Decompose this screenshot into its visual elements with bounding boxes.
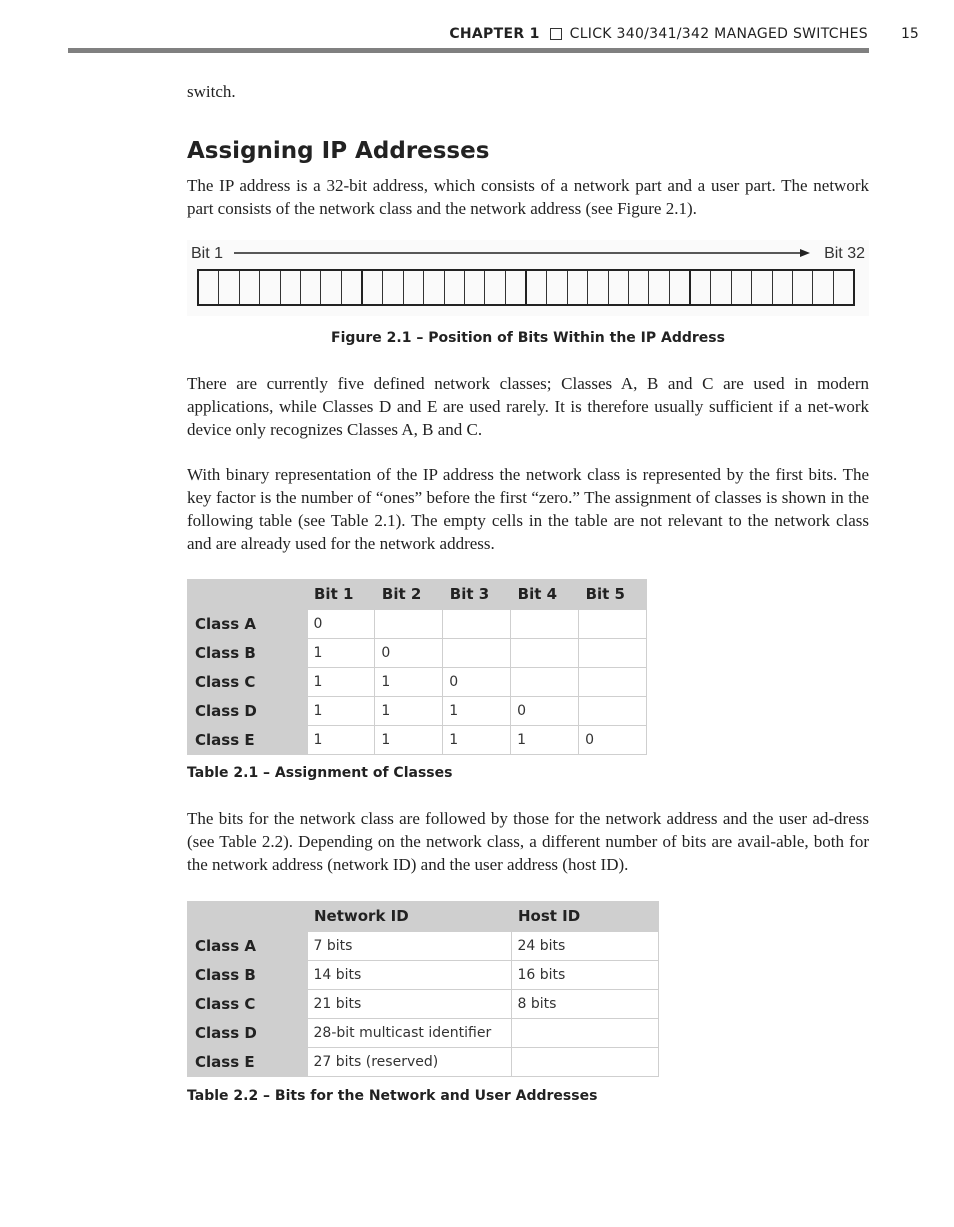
bit-cell xyxy=(240,271,260,304)
table-cell: 1 xyxy=(443,697,511,726)
row-label: Class C xyxy=(187,668,307,697)
chapter-title: CLICK 340/341/342 MANAGED SWITCHES xyxy=(569,26,868,42)
paragraph-4: The bits for the network class are followed by those for the network address and the user ad-dress (see Table 2.2). Depending on the network class, a different number of bits are avail-able, both for the network address (network ID) and the user address (host ID). xyxy=(187,809,869,874)
bit-cell xyxy=(547,271,567,304)
figure-caption: Figure 2.1 – Position of Bits Within the IP Address xyxy=(331,330,725,346)
bit-cell xyxy=(527,271,547,304)
table-row xyxy=(187,726,647,755)
bit-cell xyxy=(670,271,691,304)
bit-cell xyxy=(711,271,731,304)
class-assignment-table xyxy=(187,579,647,755)
network-host-bits-table xyxy=(187,901,659,1077)
bit-cell xyxy=(506,271,527,304)
table-cell xyxy=(511,639,579,668)
bit-cell xyxy=(260,271,280,304)
bit-cell xyxy=(301,271,321,304)
table-cell: 1 xyxy=(375,726,443,755)
table-header-cell: Bit 3 xyxy=(443,579,511,610)
table-header-cell: Bit 4 xyxy=(511,579,579,610)
bit-position-figure xyxy=(187,240,869,316)
table-header-cell xyxy=(187,901,307,932)
table-row xyxy=(187,668,647,697)
paragraph-3: With binary representation of the IP address the network class is represented by the first bits. The key factor is the number of “ones” before the first “zero.” The assignment of classes is shown in the following table (see Table 2.1). The empty cells in the table are not relevant to the network class and are already used for the network address. xyxy=(187,465,869,553)
table-cell: 0 xyxy=(307,610,375,639)
row-label: Class E xyxy=(187,1048,307,1077)
table-row xyxy=(187,697,647,726)
page-number: 15 xyxy=(901,26,919,42)
table-cell: 21 bits xyxy=(307,990,511,1019)
table-header-cell: Bit 5 xyxy=(579,579,647,610)
chapter-label: CHAPTER 1 xyxy=(449,26,540,42)
table-header-cell: Bit 2 xyxy=(375,579,443,610)
bit-cell xyxy=(773,271,793,304)
row-label: Class D xyxy=(187,697,307,726)
row-label: Class E xyxy=(187,726,307,755)
bit-cell xyxy=(281,271,301,304)
table-header-row xyxy=(187,579,647,610)
table-cell: 0 xyxy=(443,668,511,697)
section-title: Assigning IP Addresses xyxy=(187,138,490,164)
table-cell xyxy=(443,610,511,639)
table-cell xyxy=(511,610,579,639)
table-header-cell: Host ID xyxy=(511,901,659,932)
table-header-row xyxy=(187,901,659,932)
table-header-cell: Bit 1 xyxy=(307,579,375,610)
row-label: Class B xyxy=(187,639,307,668)
table-cell: 1 xyxy=(307,668,375,697)
table-cell: 1 xyxy=(375,697,443,726)
bit-cells xyxy=(197,269,855,306)
table-header-cell: Network ID xyxy=(307,901,511,932)
bit-cell xyxy=(342,271,363,304)
bit-cell xyxy=(691,271,711,304)
table-cell: 1 xyxy=(375,668,443,697)
bit-cell xyxy=(485,271,505,304)
table-cell: 27 bits (reserved) xyxy=(307,1048,511,1077)
table-row xyxy=(187,1048,659,1077)
bit-cell xyxy=(321,271,341,304)
bit-cell xyxy=(629,271,649,304)
bit-cell xyxy=(219,271,239,304)
table-cell: 0 xyxy=(375,639,443,668)
bit-cell xyxy=(383,271,403,304)
table-row xyxy=(187,961,659,990)
bit-cell xyxy=(649,271,669,304)
paragraph-2: There are currently five defined network classes; Classes A, B and C are used in modern applications, while Classes D and E are used rarely. It is therefore usually sufficient if a net-work device only recognizes Classes A, B and C. xyxy=(187,374,869,439)
running-header xyxy=(449,26,868,42)
table-cell xyxy=(579,610,647,639)
row-label: Class A xyxy=(187,610,307,639)
table-cell xyxy=(443,639,511,668)
table-cell xyxy=(375,610,443,639)
table-row xyxy=(187,1019,659,1048)
bit-cell xyxy=(404,271,424,304)
table-cell xyxy=(579,697,647,726)
figure-start-label: Bit 1 xyxy=(191,245,224,262)
table-cell: 14 bits xyxy=(307,961,511,990)
table-cell: 24 bits xyxy=(511,932,659,961)
table-cell: 1 xyxy=(443,726,511,755)
bit-cell xyxy=(752,271,772,304)
bit-cell xyxy=(793,271,813,304)
table-cell: 0 xyxy=(511,697,579,726)
bit-cell xyxy=(199,271,219,304)
table-cell: 16 bits xyxy=(511,961,659,990)
bit-cell xyxy=(732,271,752,304)
table-cell: 1 xyxy=(511,726,579,755)
bit-cell xyxy=(813,271,833,304)
table-header-cell xyxy=(187,579,307,610)
table-cell xyxy=(511,1019,659,1048)
table1-caption: Table 2.1 – Assignment of Classes xyxy=(187,765,453,781)
separator-box-icon xyxy=(550,28,562,40)
table-cell xyxy=(511,1048,659,1077)
intro-fragment: switch. xyxy=(187,82,236,101)
table-row xyxy=(187,932,659,961)
table-cell xyxy=(579,668,647,697)
bit-cell xyxy=(445,271,465,304)
table-cell: 1 xyxy=(307,639,375,668)
paragraph-1: The IP address is a 32-bit address, which consists of a network part and a user part. The network part consists of the network class and the network address (see Figure 2.1). xyxy=(187,176,869,218)
bit-cell xyxy=(465,271,485,304)
bit-cell xyxy=(424,271,444,304)
table-row xyxy=(187,639,647,668)
table-cell: 1 xyxy=(307,697,375,726)
arrow-right-icon xyxy=(234,246,810,260)
table-cell: 1 xyxy=(307,726,375,755)
table-cell: 7 bits xyxy=(307,932,511,961)
header-rule xyxy=(68,48,869,53)
bit-cell xyxy=(588,271,608,304)
row-label: Class B xyxy=(187,961,307,990)
row-label: Class D xyxy=(187,1019,307,1048)
table-cell xyxy=(511,668,579,697)
bit-cell xyxy=(609,271,629,304)
table-cell: 8 bits xyxy=(511,990,659,1019)
table-cell: 28-bit multicast identifier xyxy=(307,1019,511,1048)
table-row xyxy=(187,990,659,1019)
table-cell xyxy=(579,639,647,668)
bit-cell xyxy=(568,271,588,304)
figure-end-label: Bit 32 xyxy=(824,245,865,262)
table-cell: 0 xyxy=(579,726,647,755)
row-label: Class C xyxy=(187,990,307,1019)
bit-cell xyxy=(834,271,853,304)
table2-caption: Table 2.2 – Bits for the Network and User Addresses xyxy=(187,1088,598,1104)
table-row xyxy=(187,610,647,639)
row-label: Class A xyxy=(187,932,307,961)
bit-cell xyxy=(363,271,383,304)
